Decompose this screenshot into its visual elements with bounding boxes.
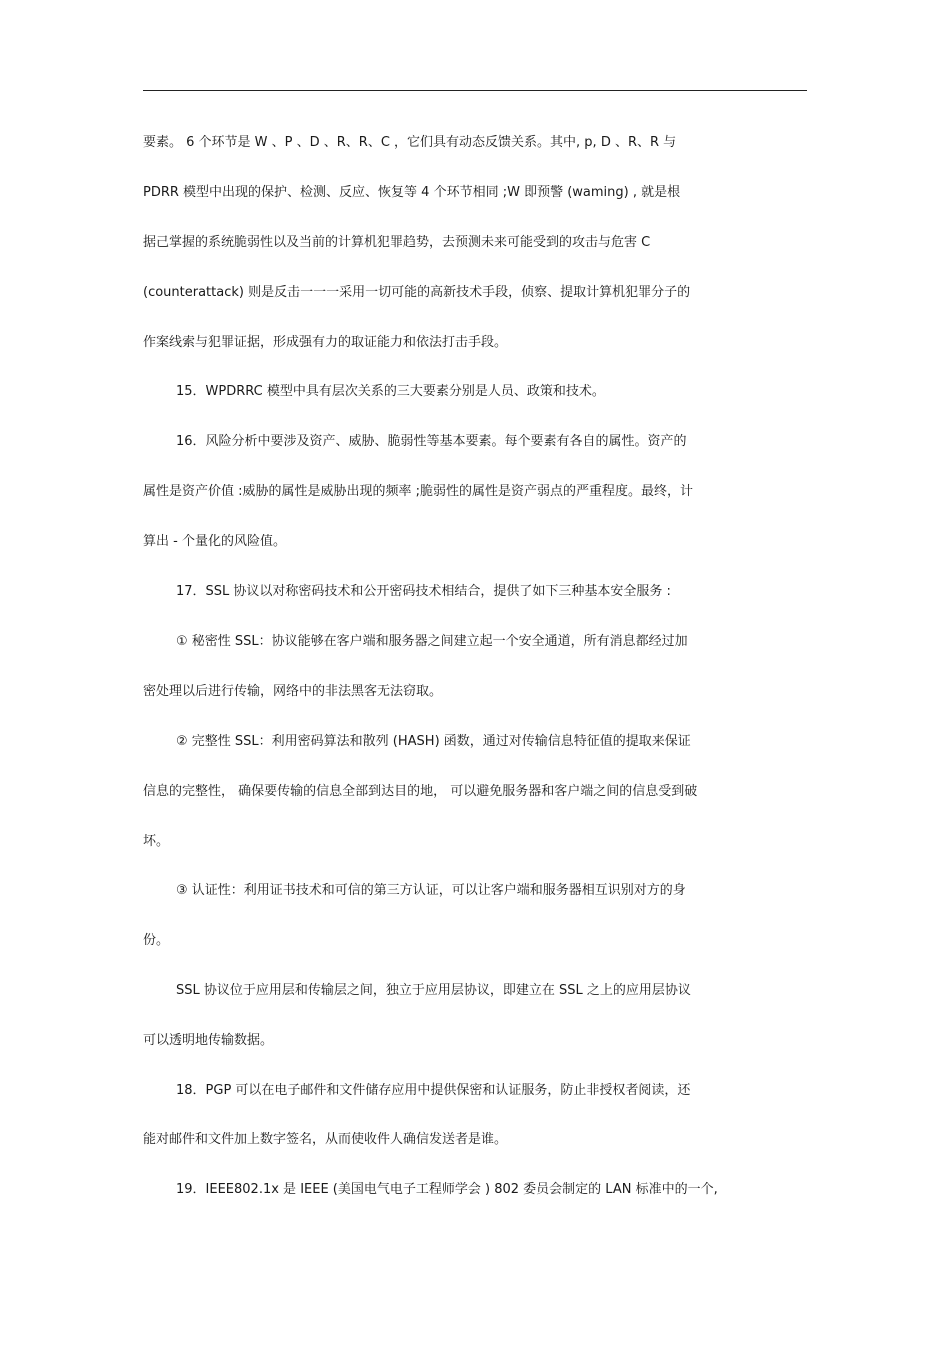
text-line: ① 秘密性 SSL：协议能够在客户端和服务器之间建立起一个安全通道，所有消息都经过加 [176,634,688,649]
text-line: 算出 - 个量化的风险值。 [143,534,286,549]
text-line: PDRR 模型中出现的保护、检测、反应、恢复等 4 个环节相同 ;W 即预警 (waming) , 就是根 [143,185,681,200]
text-line: ② 完整性 SSL：利用密码算法和散列 (HASH) 函数，通过对传输信息特征值的提取来保证 [176,734,691,749]
text-line: 作案线索与犯罪证据，形成强有力的取证能力和依法打击手段。 [143,335,508,350]
text-line: 属性是资产价值 :威胁的属性是威胁出现的频率 ;脆弱性的属性是资产弱点的严重程度。最终，计 [143,484,694,499]
text-line: 16．风险分析中要涉及资产、威胁、脆弱性等基本要素。每个要素有各自的属性。资产的 [176,434,687,449]
text-line: 18．PGP 可以在电子邮件和文件储存应用中提供保密和认证服务，防止非授权者阅读，还 [176,1083,691,1098]
text-line: 要素。 6 个环节是 W 、P 、D 、R、R、C ，它们具有动态反馈关系。其中, p, D 、R、R 与 [143,135,677,150]
text-line: 可以透明地传输数据。 [143,1033,274,1048]
header-rule [143,90,807,91]
text-line: 坏。 [143,834,170,849]
text-line: SSL 协议位于应用层和传输层之间，独立于应用层协议，即建立在 SSL 之上的应用层协议 [176,983,691,998]
text-line: 15．WPDRRC 模型中具有层次关系的三大要素分别是人员、政策和技术。 [176,384,605,399]
text-line: 份。 [143,933,170,948]
text-line: 17．SSL 协议以对称密码技术和公开密码技术相结合，提供了如下三种基本安全服务 : [176,584,671,599]
text-line: 密处理以后进行传输，网络中的非法黑客无法窃取。 [143,684,443,699]
text-line: 据己掌握的系统脆弱性以及当前的计算机犯罪趋势，去预测未来可能受到的攻击与危害 C [143,235,651,250]
text-line: 信息的完整性， 确保要传输的信息全部到达目的地， 可以避免服务器和客户端之间的信息受到破 [143,784,698,799]
text-line: 能对邮件和文件加上数字签名，从而使收件人确信发送者是谁。 [143,1132,508,1147]
text-line: (counterattack) 则是反击一一一采用一切可能的高新技术手段，侦察、提取计算机犯罪分子的 [143,285,691,300]
text-line: 19．IEEE802.1x 是 IEEE (美国电气电子工程师学会 ) 802 委员会制定的 LAN 标准中的一个, [176,1182,718,1197]
text-line: ③ 认证性：利用证书技术和可信的第三方认证，可以让客户端和服务器相互识别对方的身 [176,883,686,898]
